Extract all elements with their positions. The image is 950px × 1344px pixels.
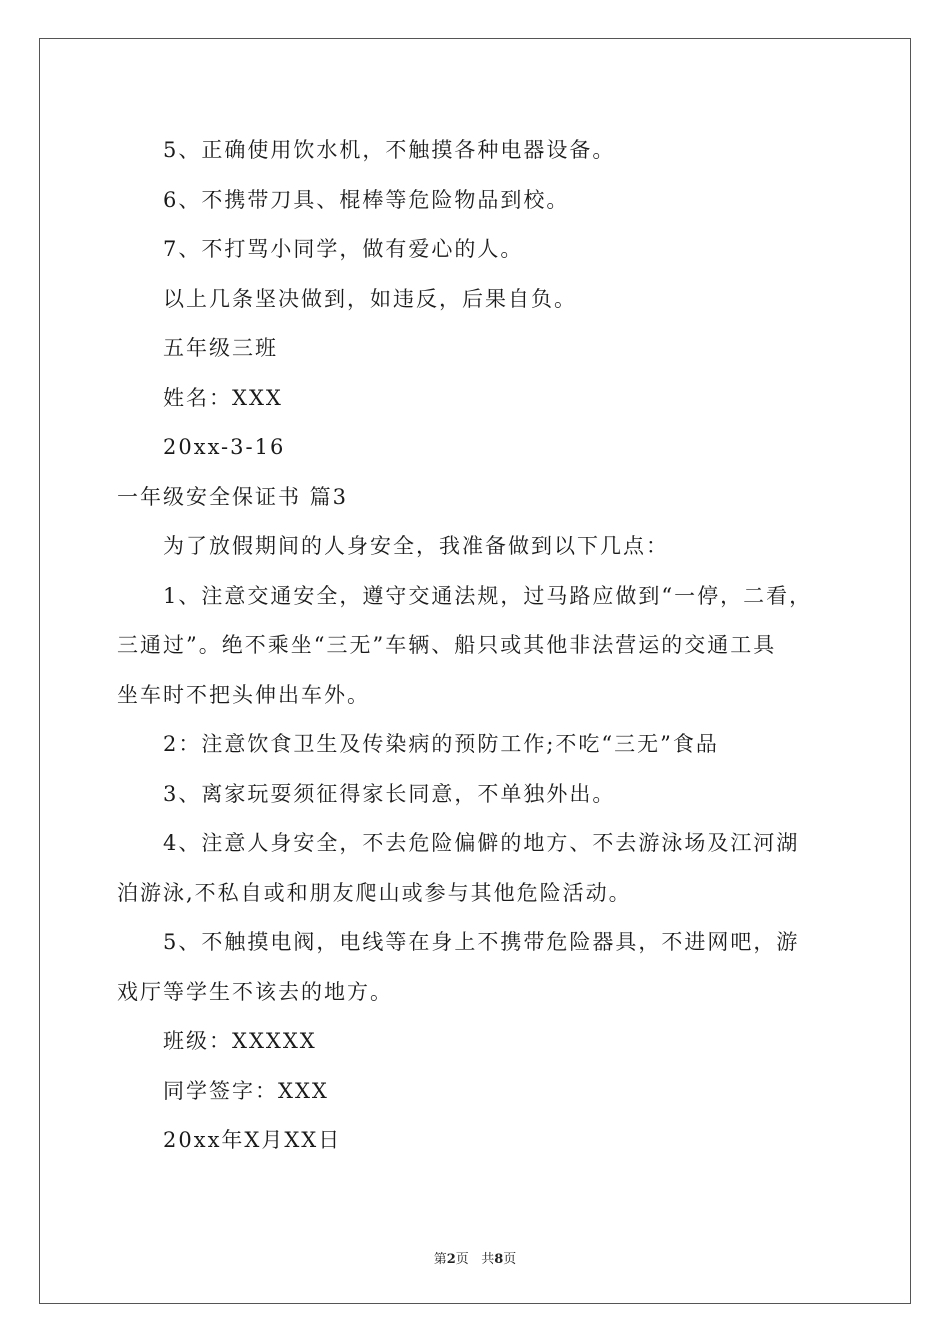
paragraph-line: 4、注意人身安全，不去危险偏僻的地方、不去游泳场及江河湖 [163,831,800,855]
paragraph-line: 坐车时不把头伸出车外。 [117,682,370,707]
paragraph-line: 2：注意饮食卫生及传染病的预防工作;不吃“三无”食品 [163,732,719,756]
paragraph-line: 3、离家玩耍须征得家长同意，不单独外出。 [163,781,616,806]
class-field-line: 班级：XXXXX [163,1029,317,1053]
total-prefix: 共 [481,1252,495,1267]
paragraph-line: 1、注意交通安全，遵守交通法规，过马路应做到“一停，二看， [163,583,813,608]
paragraph-line: 5、正确使用饮水机，不触摸各种电器设备。 [163,138,616,162]
paragraph-line: 戏厅等学生不该去的地方。 [117,979,393,1004]
page-number: 2 [446,1252,456,1267]
document-body [117,126,837,1166]
paragraph-line: 7、不打骂小同学，做有爱心的人。 [163,237,524,261]
class-name-line: 五年级三班 [163,336,278,360]
date-line: 20xx-3-16 [163,435,286,459]
total-pages: 8 [494,1252,504,1267]
page-prefix: 第 [433,1252,447,1267]
name-line: 姓名：XXX [163,385,283,410]
section-heading: 一年级安全保证书 篇3 [117,484,349,509]
page-footer [0,1248,950,1267]
paragraph-line: 三通过”。绝不乘坐“三无”车辆、船只或其他非法营运的交通工具 [117,633,777,657]
paragraph-line: 泊游泳,不私自或和朋友爬山或参与其他危险活动。 [117,880,632,905]
paragraph-line: 6、不携带刀具、棍棒等危险物品到校。 [163,187,570,212]
total-suffix: 页 [503,1252,517,1267]
paragraph-line: 为了放假期间的人身安全，我准备做到以下几点： [163,534,669,558]
date-line: 20xx年X月XX日 [163,1128,342,1152]
paragraph-line: 以上几条坚决做到，如违反，后果自负。 [163,286,577,311]
paragraph-line: 5、不触摸电阀，电线等在身上不携带危险器具，不进网吧，游 [163,930,800,954]
signature-line: 同学签字：XXX [163,1078,329,1103]
page-suffix: 页 [455,1252,469,1267]
